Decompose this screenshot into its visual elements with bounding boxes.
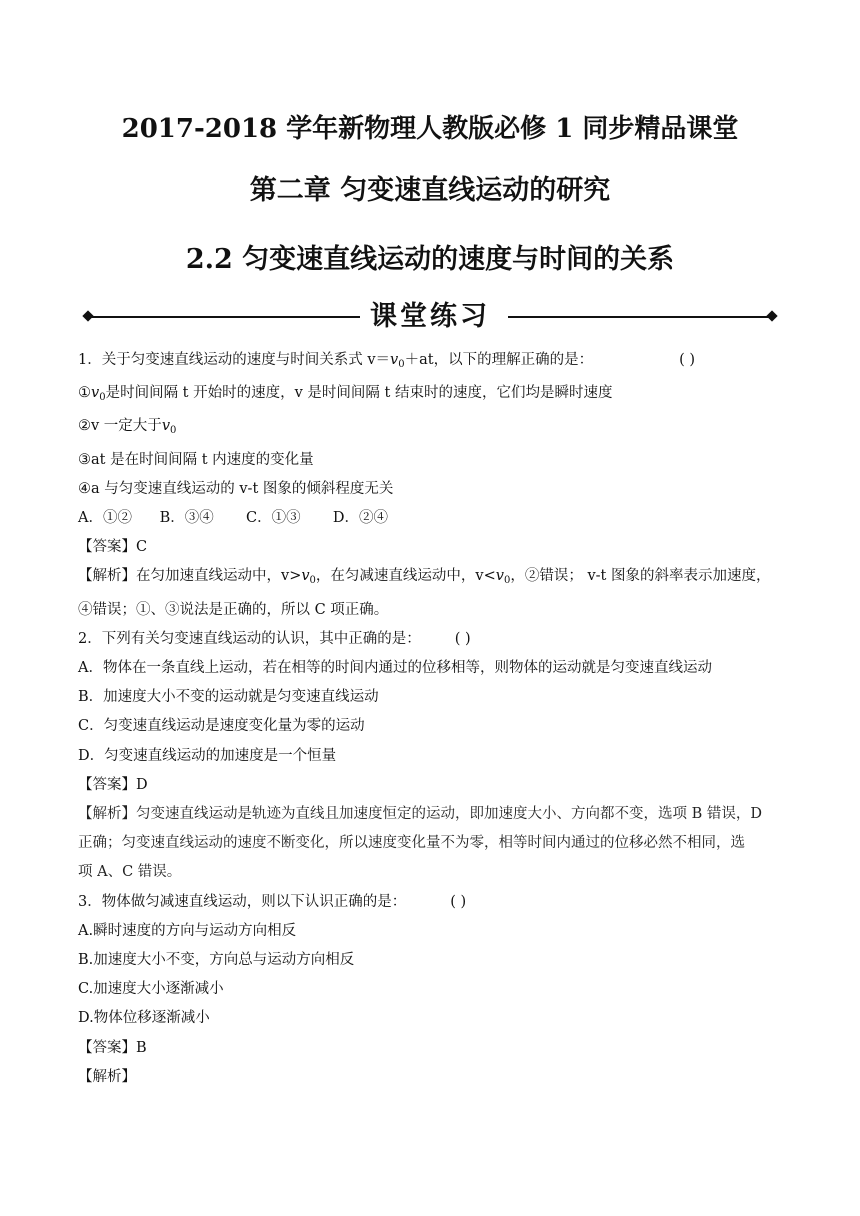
question-2-option-d: D．匀变速直线运动的加速度是一个恒量	[78, 747, 337, 764]
question-2-option-b: B．加速度大小不变的运动就是匀变速直线运动	[78, 689, 379, 706]
chapter-title: 第二章 匀变速直线运动的研究	[249, 175, 611, 206]
question-3-option-c: C.加速度大小逐渐减小	[78, 981, 224, 998]
exercise-content	[78, 346, 788, 1092]
question-1-option-3: ③at 是在时间间隔 t 内速度的变化量	[78, 451, 314, 468]
question-2-explanation-line-2: 正确；匀变速直线运动的速度不断变化，所以速度变化量不为零，相等时间内通过的位移必然不相同，选	[78, 835, 745, 852]
answer-bracket: ( )	[679, 352, 696, 368]
question-3-stem: 3．物体做匀减速直线运动，则以下认识正确的是： ( )	[78, 893, 467, 910]
section-title: 2.2 匀变速直线运动的速度与时间的关系	[185, 244, 675, 275]
question-2-answer: 【答案】D	[78, 776, 148, 793]
document-title: 2017-2018 学年新物理人教版必修 1 同步精品课堂	[121, 114, 739, 144]
question-2-option-c: C．匀变速直线运动是速度变化量为零的运动	[78, 718, 365, 735]
question-3-explanation: 【解析】	[78, 1068, 136, 1085]
question-1-answer: 【答案】C	[78, 539, 148, 556]
question-3-option-d: D.物体位移逐渐减小	[78, 1010, 210, 1027]
question-2-explanation-line-3: 项 A、C 错误。	[78, 864, 182, 881]
section-divider	[84, 297, 776, 337]
question-1-option-1: $①v_0$是时间间隔 t 开始时的速度，v 是时间间隔 t 结束时的速度，它们均是瞬时速度	[78, 385, 613, 404]
question-2-explanation-line-1: 【解析】匀变速直线运动是轨迹为直线且加速度恒定的运动，即加速度大小、方向都不变，选项 B 错误，D	[78, 806, 762, 823]
divider-right-line	[508, 316, 770, 318]
question-3-option-a: A.瞬时速度的方向与运动方向相反	[78, 922, 297, 939]
question-2-stem: 2．下列有关匀变速直线运动的认识，其中正确的是： ( )	[78, 630, 471, 647]
question-1-option-2: ②v 一定大于$v_0$	[78, 418, 177, 437]
question-1-option-4: ④a 与匀变速直线运动的 v-t 图象的倾斜程度无关	[78, 480, 394, 497]
question-1-choices: A．①② B．③④ C．①③ D．②④	[78, 510, 389, 527]
question-1-explanation-line-2: ④错误；①、③说法是正确的，所以 C 项正确。	[78, 601, 389, 618]
answer-bracket: ( )	[454, 630, 471, 647]
section-heading: 课堂练习	[370, 301, 490, 332]
question-3-answer: 【答案】B	[78, 1039, 147, 1056]
question-3-option-b: B.加速度大小不变，方向总与运动方向相反	[78, 952, 355, 969]
answer-bracket: ( )	[450, 893, 467, 910]
question-2-option-a: A．物体在一条直线上运动，若在相等的时间内通过的位移相等，则物体的运动就是匀变速直线运动	[78, 660, 712, 677]
question-1-explanation-line-1: 【解析】在匀加速直线运动中，$v>v_0$，在匀减速直线运动中，$v<v_0$，②错误； v-t 图象的斜率表示加速度，	[78, 568, 771, 587]
question-1-stem: 1．关于匀变速直线运动的速度与时间关系式 $v=v_0+at$，以下的理解正确的是： ( )	[78, 352, 696, 370]
